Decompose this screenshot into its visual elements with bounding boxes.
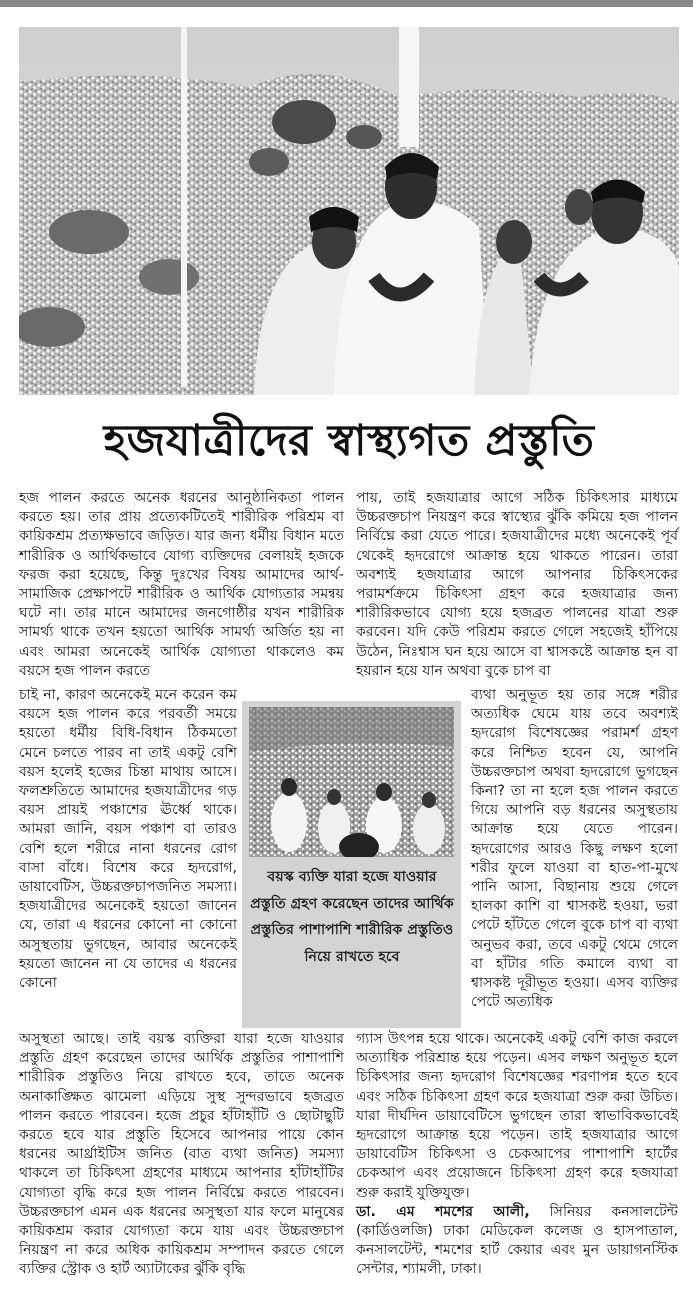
- pilgrims-praying-photo: [19, 27, 679, 395]
- article-col1-narrow: চাই না, কারণ অনেকেই মনে করেন কম বয়সে হজ পালন করে পরবর্তী সময়ে হয়তো ধর্মীয় বিধি-বিধান ঠিকমতো মেনে চলতে পারব না তাই একটু বেশি বয়স হলেই হজের চিন্তা মাথায় আসে। ফলশ্রুতিতে আমাদের হজযাত্রীদের গড় বয়স প্রায়ই পঞ্চাশের ঊর্ধ্বে থাকে। আমরা জানি, বয়স পঞ্চাশ বা তারও বেশি হলে শরীরে নানা ধরনের রোগ বাসা বাঁধে। বিশেষ করে হৃদরোগ, ডায়াবেটিস, উচ্চরক্তচাপজনিত সমস্যা। হজযাত্রীদের অনেকেই হয়তো জানেন যে, তারা এ ধরনের কোনো না কোনো অসুস্থতায় ভুগছেন, আবার অনেকেই হয়তো জানেন না যে তাদের এ ধরনের কোনো: [19, 687, 237, 992]
- author-details: সিনিয়র কনসালটেন্ট (কার্ডিওলজি) ঢাকা মেডিকেল কলেজ ও হাসপাতাল, কনসালটেন্ট, শমশের হার্ট কেয়ার এবং মুন ডায়াগনস্টিক সেন্টার, শ্যামলী, ঢাকা।: [356, 1203, 678, 1278]
- pull-quote: বয়স্ক ব্যক্তি যারা হজে যাওয়ার প্রস্তুতি গ্রহণ করেছেন তাদের আর্থিক প্রস্তুতির পাশাপাশি শারীরিক প্রস্তুতিও নিয়ে রাখতে হবে: [250, 869, 454, 965]
- article-col2-narrow: ব্যথা অনুভূত হয় তার সঙ্গে শরীর অত্যধিক ঘেমে যায় তবে অবশ্যই হৃদরোগ বিশেষজ্ঞের পরামর্শ গ্রহণ করে নিশ্চিত হবেন যে, আপনি উচ্চরক্তচাপ অথবা হৃদরোগে ভুগছেন কিনা? তা না হলে হজ পালন করতে গিয়ে আপনি বড় ধরনের অসুস্থতায় আক্রান্ত হয়ে যেতে পারেন। হৃদরোগের আরও কিছু লক্ষণ হলো শরীর ফুলে যাওয়া বা হাত-পা-মুখে পানি আসা, বিছানায় শুয়ে গেলে হালকা কাশি বা শ্বাসকষ্ট হওয়া, ভরা পেটে হাঁটতে গেলে বুকে চাপ বা ব্যথা অনুভব করা, তবে একটু থেমে গেলে বা হাঁটার গতি কমালে ব্যথা বা শ্বাসকষ্ট দূরীভূত হওয়া। এসব ব্যক্তির পেটে অত্যধিক: [471, 687, 678, 1011]
- author-credit: [356, 1203, 678, 1280]
- top-rule: [0, 0, 693, 7]
- article-col2-top: পায়, তাই হজযাত্রার আগে সঠিক চিকিৎসার মাধ্যমে উচ্চরক্তচাপ নিয়ন্ত্রণ করে স্বাস্থ্যের ঝুঁকি কমিয়ে হজ পালন নির্বিঘ্নে করা যেতে পারে। হজযাত্রীদের মধ্যে অনেকেই পূর্ব থেকেই হৃদরোগে আক্রান্ত হয়ে থাকতে পারেন। তারা অবশ্যই হজযাত্রার আগে আপনার চিকিৎসকের পরামর্শক্রমে চিকিৎসা গ্রহণ করে হজযাত্রার জন্য শারীরিকভাবে যোগ্য হয়ে হজব্রত পালনের যাত্রা শুরু করবেন। যদি কেউ পরিশ্রম করতে গেলে সহজেই হাঁপিয়ে উঠেন, নিঃশ্বাস ঘন হয়ে আসে বা শ্বাসকষ্টে আক্রান্ত হন বা হয়রান হয়ে যান অথবা বুকে চাপ বা: [356, 490, 678, 679]
- article-col1-top: হজ পালন করতে অনেক ধরনের আনুষ্ঠানিকতা পালন করতে হয়। তার প্রায় প্রত্যেকটিতেই শারীরিক পরিশ্রম বা কায়িকশ্রম প্রত্যক্ষভাবে জড়িত। যার জন্য ধর্মীয় বিধান মতে শারীরিক ও আর্থিকভাবে যোগ্য ব্যক্তিদের বেলায়ই হজকে ফরজ করা হয়েছে, কিন্তু দুঃখের বিষয় আমাদের আর্থ-সামাজিক প্রেক্ষাপটে শারীরিক ও আর্থিক যোগ্যতার সমন্বয় ঘটে না। তার মানে আমাদের জনগোষ্ঠীর যখন শারীরিক সামর্থ্য থাকে তখন হয়তো আর্থিক সামর্থ্য অর্জিত হয় না এবং আমরা অনেকেই আর্থিক যোগ্যতা থাকলেও কম বয়সে হজ পালন করতে: [19, 490, 344, 679]
- headline: হজযাত্রীদের স্বাস্থ্যগত প্রস্তুতি: [103, 416, 595, 466]
- article-col1-bottom: অসুস্থতা আছে। তাই বয়স্ক ব্যক্তিরা যারা হজে যাওয়ার প্রস্তুতি গ্রহণ করেছেন তাদের আর্থিক প্রস্তুতির পাশাপাশি শারীরিক প্রস্তুতিও নিয়ে রাখতে হবে, তাতে অনেক অনাকাঙ্ক্ষিত ঝামেলা এড়িয়ে সুস্থ সুন্দরভাবে হজব্রত পালন করতে পারবেন। হজে প্রচুর হাঁটাহাঁটি ও ছোটাছুটি করতে হবে যার প্রস্তুতি হিসেবে আপনার পায়ে কোন ধরনের আর্থ্রাইটিস জনিত (বাত ব্যথা জনিত) সমস্যা থাকলে তা চিকিৎসা গ্রহণের মাধ্যমে আপনার হাঁটাহাঁটির যোগ্যতা বৃদ্ধি করে হজ পালন নির্বিঘ্নে করতে পারবেন। উচ্চরক্তচাপ এমন এক ধরনের অসুস্থতা যার ফলে মানুষের কায়িকশ্রম করার যোগ্যতা কমে যায় এবং উচ্চরক্তচাপ নিয়ন্ত্রণ না করে অধিক কায়িকশ্রম সম্পাদন করতে গেলে ব্যক্তির স্ট্রোক ও হার্ট অ্যাটাকের ঝুঁকি বৃদ্ধি: [19, 1031, 344, 1278]
- author-name: ডা. এম শমশের আলী,: [356, 1203, 530, 1220]
- article-col2-bottom: গ্যাস উৎপন্ন হয়ে থাকে। অনেকেই একটু বেশি কাজ করলে অত্যাধিক পরিশ্রান্ত হয়ে পড়েন। এসব লক্ষণ অনুভূত হলে চিকিৎসার জন্য হৃদরোগ বিশেষজ্ঞের শরণাপন্ন হতে হবে এবং সঠিক চিকিৎসা গ্রহণ করে হজযাত্রা শুরু করা উচিত। যারা দীর্ঘদিন ডায়াবেটিসে ভুগছেন তারা স্বাভাবিকভাবেই হৃদরোগে আক্রান্ত হয়ে পড়েন। তাই হজযাত্রার আগে ডায়াবেটিস চিকিৎসা ও চেকআপের পাশাপাশি হার্টের চেকআপ এবং প্রয়োজনে চিকিৎসা গ্রহণ করে হজযাত্রা শুরু করাই যুক্তিযুক্ত। ডা. এম শমশের আলী, সিনিয়র কনসালটেন্ট (কার্ডিওলজি) ঢাকা মেডিকেল কলেজ ও হাসপাতাল, কনসালটেন্ট, শমশের হার্ট কেয়ার এবং মুন ডায়াগনস্টিক সেন্টার, শ্যামলী, ঢাকা।: [356, 1030, 678, 1280]
- crowd-of-pilgrims-photo: [249, 707, 454, 857]
- pull-quote-box: [242, 701, 461, 1028]
